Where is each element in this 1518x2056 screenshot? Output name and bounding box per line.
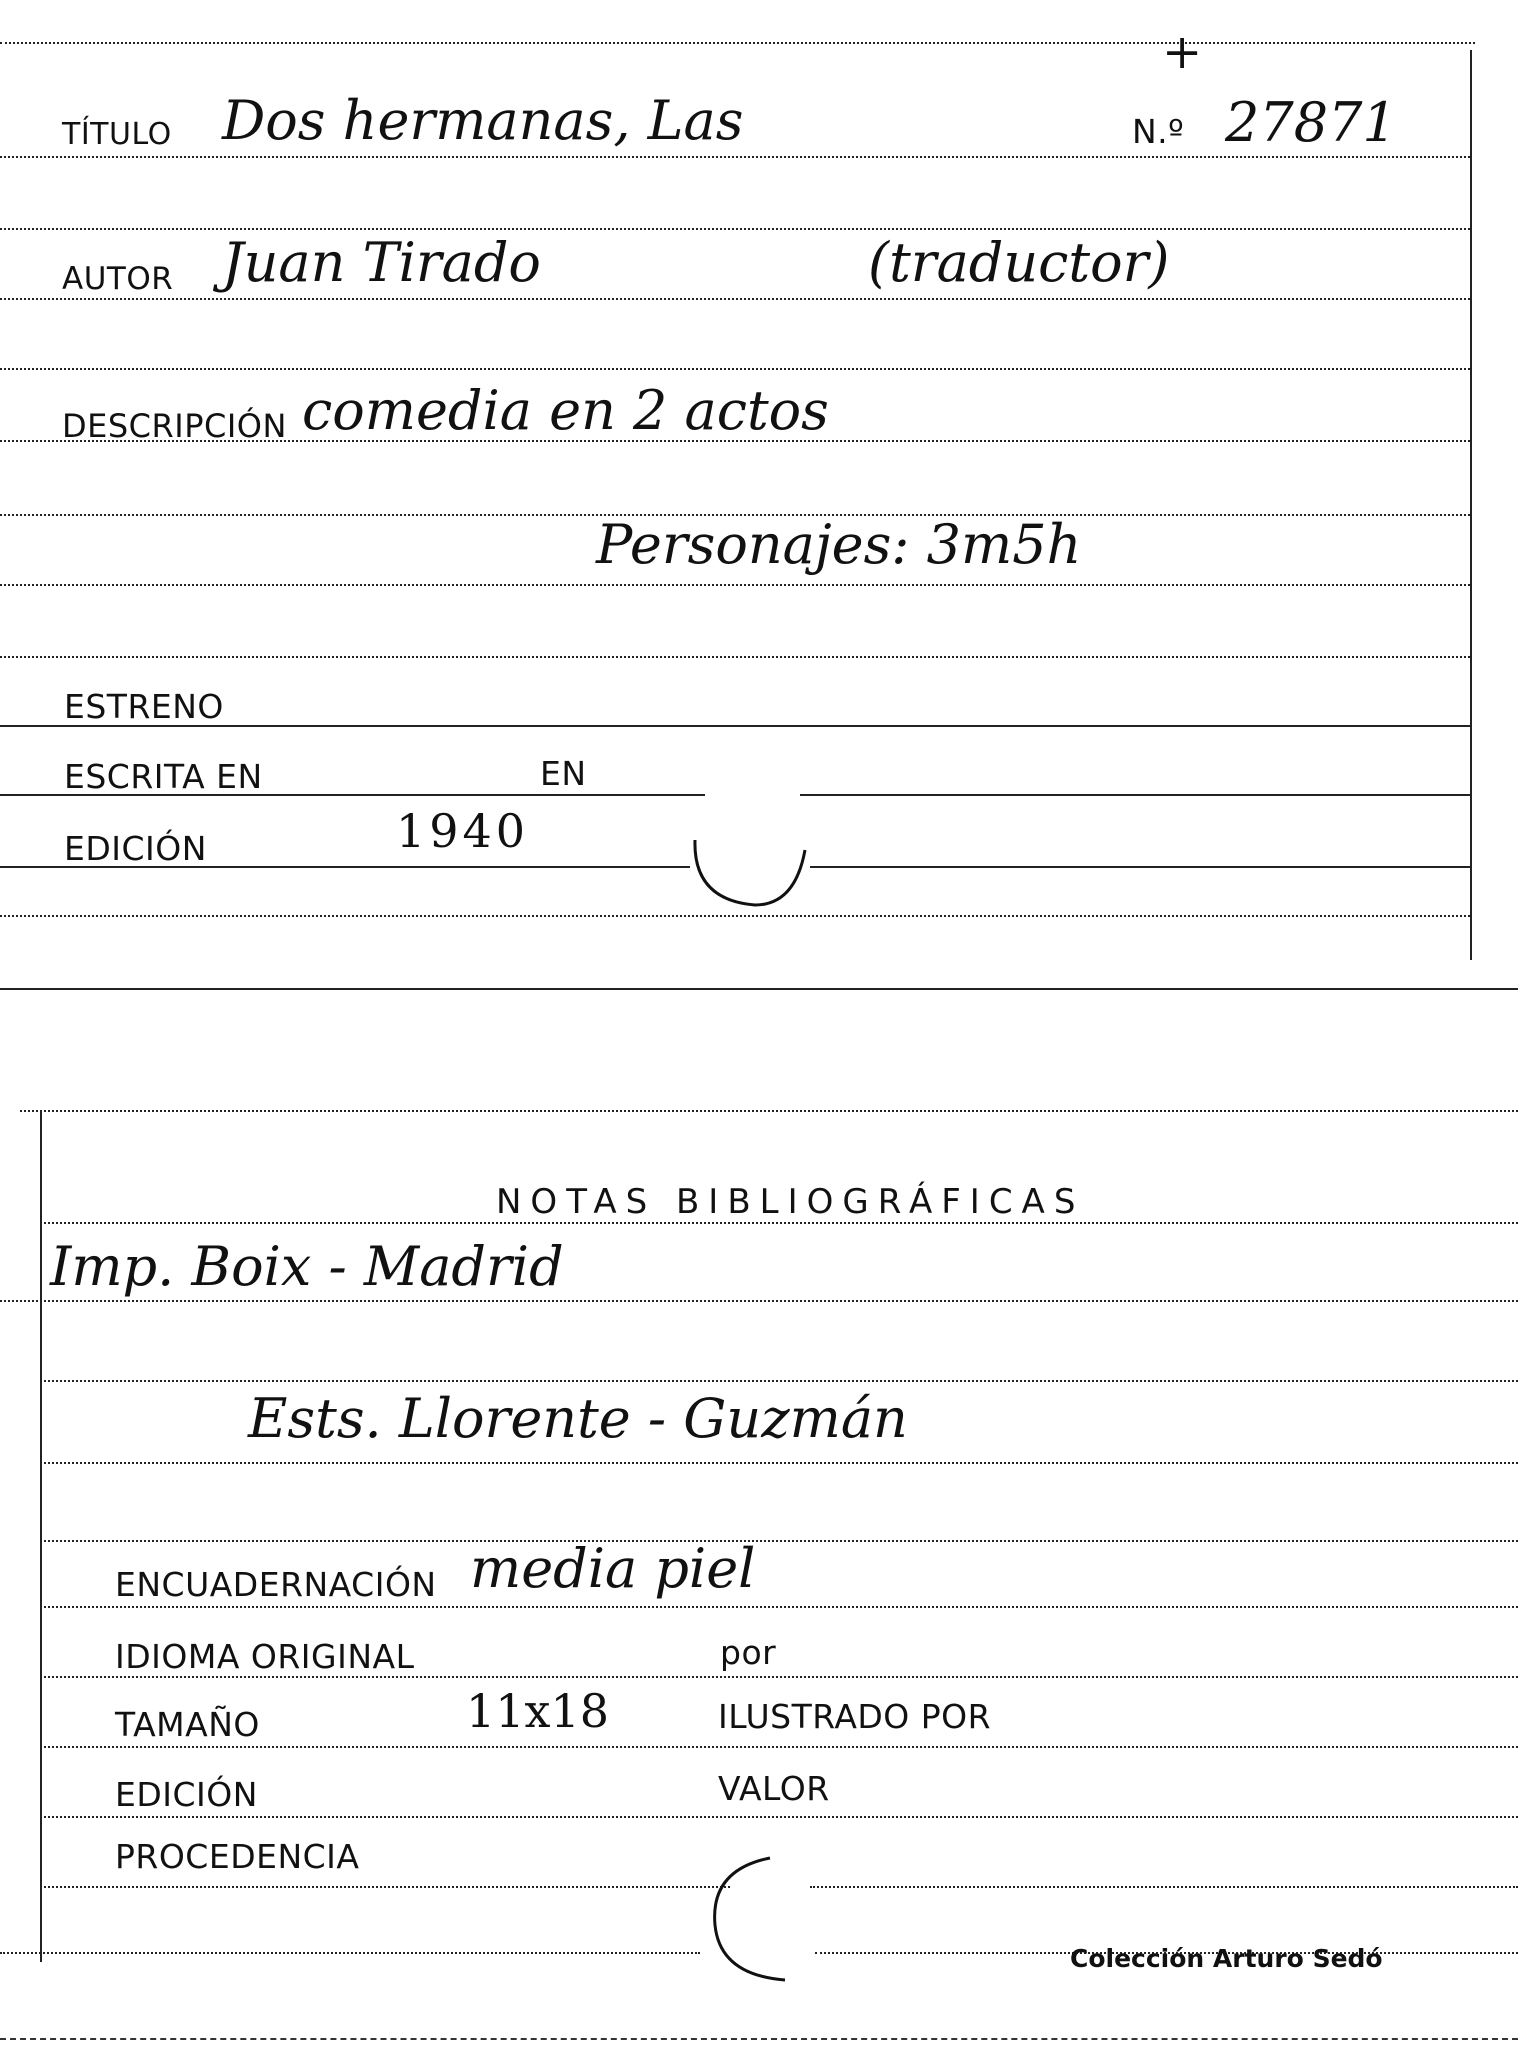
catalog-card-bottom <box>0 1090 1518 2056</box>
rule-line <box>40 1676 1518 1678</box>
rule-line <box>0 156 1470 158</box>
dagger-mark: + <box>1162 24 1203 80</box>
tamano-value: 11x18 <box>466 1684 610 1738</box>
titulo-label: TÍTULO <box>62 117 172 152</box>
rule-line <box>0 584 1470 586</box>
autor-label: AUTOR <box>62 261 174 297</box>
card-top-edge <box>20 1110 1518 1112</box>
por-label: por <box>720 1633 777 1672</box>
rule-line <box>40 1380 1518 1382</box>
rule-line <box>0 1300 1518 1302</box>
personajes-value: Personajes: 3m5h <box>596 513 1082 576</box>
card-left-border <box>40 1112 42 1962</box>
rule-line <box>40 1746 1518 1748</box>
rule-line <box>810 1886 1518 1888</box>
rule-line <box>0 298 1470 300</box>
notas-heading: NOTAS BIBLIOGRÁFICAS <box>496 1182 1085 1222</box>
rule-line <box>0 1952 700 1954</box>
autor-role: (traductor) <box>868 231 1170 294</box>
rule-line <box>40 1222 1518 1224</box>
tamano-label: TAMAÑO <box>115 1705 260 1744</box>
rule-line <box>810 866 1470 868</box>
card-right-border <box>1470 50 1472 960</box>
estreno-label: ESTRENO <box>64 687 224 726</box>
rule-line <box>0 368 1470 370</box>
rule-line <box>0 656 1470 658</box>
coleccion-credit: Colección Arturo Sedó <box>1070 1944 1383 1973</box>
autor-value: Juan Tirado <box>222 231 541 294</box>
edicion-label: EDICIÓN <box>64 829 207 868</box>
card-bottom-edge <box>0 2038 1518 2040</box>
en-label: EN <box>540 754 587 793</box>
rule-line <box>40 1606 1518 1608</box>
rule-line <box>40 1816 1518 1818</box>
nota-line-1: Imp. Boix - Madrid <box>50 1235 564 1298</box>
rule-line <box>40 1540 1518 1542</box>
punch-hole-mark <box>690 1850 810 1990</box>
encuadernacion-value: media piel <box>470 1537 756 1600</box>
card-bottom-edge <box>0 988 1518 990</box>
numero-label: N.º <box>1132 112 1185 151</box>
escrita-en-label: ESCRITA EN <box>64 757 263 796</box>
descripcion-value: comedia en 2 actos <box>302 379 829 442</box>
encuadernacion-label: ENCUADERNACIÓN <box>115 1565 437 1604</box>
punch-hole-mark <box>685 810 815 920</box>
procedencia-label: PROCEDENCIA <box>115 1837 360 1876</box>
edicion-value: 1940 <box>396 804 530 858</box>
valor-label: VALOR <box>718 1769 830 1808</box>
descripcion-label: DESCRIPCIÓN <box>62 407 287 445</box>
idioma-label: IDIOMA ORIGINAL <box>115 1637 415 1676</box>
edicion-label-2: EDICIÓN <box>115 1775 258 1814</box>
ilustrado-label: ILUSTRADO POR <box>718 1697 992 1736</box>
catalog-card-top <box>0 0 1518 990</box>
rule-line <box>40 1462 1518 1464</box>
card-top-edge <box>0 42 1475 44</box>
rule-line <box>0 228 1470 230</box>
titulo-value: Dos hermanas, Las <box>222 89 744 152</box>
rule-line <box>40 1886 730 1888</box>
numero-value: 27871 <box>1225 91 1397 154</box>
rule-line <box>800 794 1470 796</box>
nota-line-2: Ests. Llorente - Guzmán <box>248 1387 908 1450</box>
